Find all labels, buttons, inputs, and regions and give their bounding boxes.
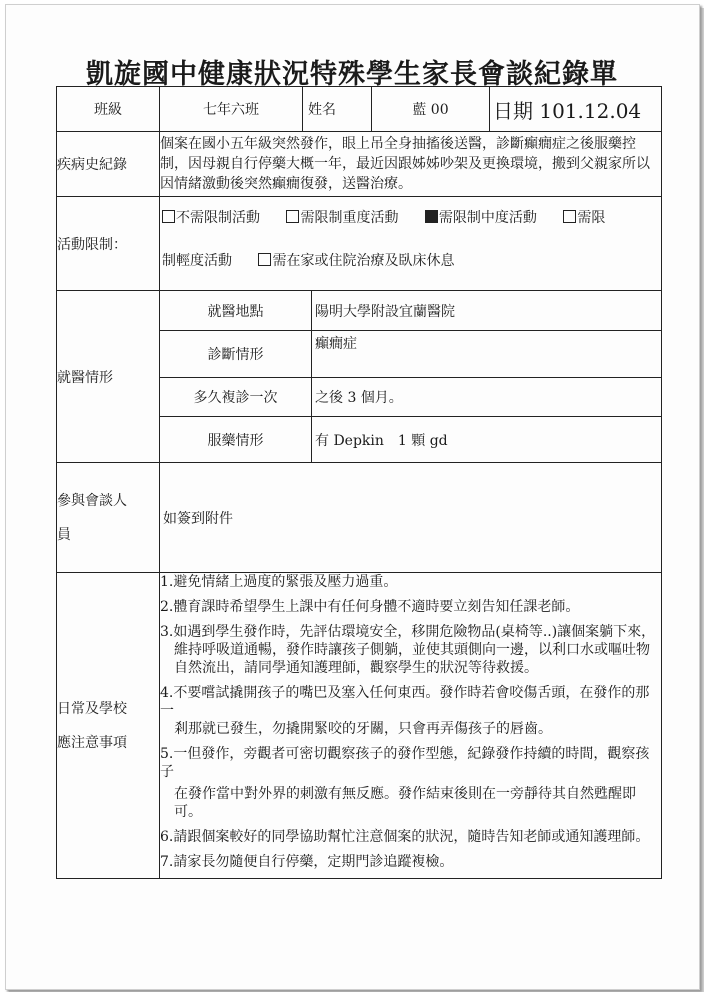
medical-value: 有 Depkin 1 顆 gd bbox=[312, 417, 662, 463]
activity-option[interactable]: 需限制重度活動 bbox=[286, 210, 398, 226]
participants-label: 參與會談人 員 bbox=[57, 463, 160, 573]
activity-option[interactable]: 需在家或住院治療及臥床休息 bbox=[258, 253, 454, 269]
medical-key: 診斷情形 bbox=[160, 331, 312, 378]
activity-option-continued: 制輕度活動 bbox=[162, 253, 232, 269]
note-item-continued: 自然流出，請同學通知護理師，觀察學生的狀況等待救援。 bbox=[174, 660, 538, 676]
activity-option[interactable]: 需限 bbox=[563, 210, 605, 226]
date-label: 日期 bbox=[493, 98, 533, 123]
checkbox-icon[interactable] bbox=[258, 253, 271, 266]
header-row bbox=[57, 87, 662, 132]
participants-value: 如簽到附件 bbox=[160, 463, 662, 573]
checkbox-icon[interactable] bbox=[563, 210, 576, 223]
note-item-continued: 在發作當中對外界的刺激有無反應。發作結束後則在一旁靜待其自然甦醒即可。 bbox=[174, 786, 636, 820]
medical-key: 多久複診一次 bbox=[160, 378, 312, 417]
note-item: 4.不要嚐試撬開孩子的嘴巴及塞入任何東西。發作時若會咬傷舌頭，在發作的那一 bbox=[160, 685, 650, 719]
form-title: 凱旋國中健康狀況特殊學生家長會談紀錄單 bbox=[86, 59, 618, 90]
note-item-continued: 剎那就已發生，勿撬開緊咬的牙關，只會再弄傷孩子的唇齒。 bbox=[174, 721, 552, 737]
history-text: 個案在國小五年級突然發作，眼上吊全身抽搐後送醫，診斷癲癇症之後服藥控制，因母親自行停藥大概一年，最近因跟姊姊吵架及更換環境，搬到父親家所以因情緒激動後突然癲癇復發，送醫治療。 bbox=[160, 132, 662, 197]
history-row bbox=[57, 132, 662, 197]
notes-row bbox=[57, 573, 662, 879]
note-item: 5.一但發作，旁觀者可密切觀察孩子的發作型態，紀錄發作持續的時間，觀察孩子 bbox=[160, 746, 650, 780]
medical-row bbox=[57, 291, 662, 331]
note-item: 1.避免情緒上過度的緊張及壓力過重。 bbox=[160, 574, 398, 590]
class-label: 班級 bbox=[57, 87, 160, 132]
medical-value: 癲癇症 bbox=[312, 331, 662, 378]
note-item: 2.體育課時希望學生上課中有任何身體不適時要立刻告知任課老師。 bbox=[160, 599, 580, 615]
history-label: 疾病史紀錄 bbox=[57, 132, 160, 197]
activity-option[interactable]: 不需限制活動 bbox=[162, 210, 260, 226]
notes-label: 日常及學校 應注意事項 bbox=[57, 573, 160, 879]
medical-value: 陽明大學附設宜蘭醫院 bbox=[312, 291, 662, 331]
note-item: 7.請家長勿隨便自行停藥，定期門診追蹤複檢。 bbox=[160, 854, 454, 870]
medical-key: 就醫地點 bbox=[160, 291, 312, 331]
participants-row bbox=[57, 463, 662, 573]
medical-label: 就醫情形 bbox=[57, 291, 160, 463]
note-item: 6.請跟個案較好的同學協助幫忙注意個案的狀況，隨時告知老師或通知護理師。 bbox=[160, 829, 650, 845]
class-value: 七年六班 bbox=[160, 87, 303, 132]
activity-option[interactable]: 需限制中度活動 bbox=[425, 210, 537, 226]
activity-label: 活動限制： bbox=[57, 197, 160, 291]
note-item: 3.如遇到學生發作時，先評估環境安全，移開危險物品(桌椅等..)讓個案躺下來， bbox=[160, 624, 656, 640]
activity-row bbox=[57, 197, 662, 291]
medical-key: 服藥情形 bbox=[160, 417, 312, 463]
checkbox-icon[interactable] bbox=[286, 210, 299, 223]
name-value: 藍 00 bbox=[372, 87, 490, 132]
checkbox-icon[interactable] bbox=[162, 210, 175, 223]
medical-value: 之後 3 個月。 bbox=[312, 378, 662, 417]
checkbox-checked-icon[interactable] bbox=[425, 210, 438, 223]
activity-options bbox=[160, 197, 662, 291]
date-cell bbox=[490, 87, 662, 132]
date-value: 101.12.04 bbox=[539, 98, 642, 123]
name-label: 姓名 bbox=[303, 87, 372, 132]
record-form bbox=[56, 86, 662, 879]
note-item-continued: 維持呼吸道通暢，發作時讓孩子側躺，並使其頭側向一邊，以利口水或嘔吐物 bbox=[174, 642, 650, 658]
notes-list bbox=[160, 573, 662, 879]
